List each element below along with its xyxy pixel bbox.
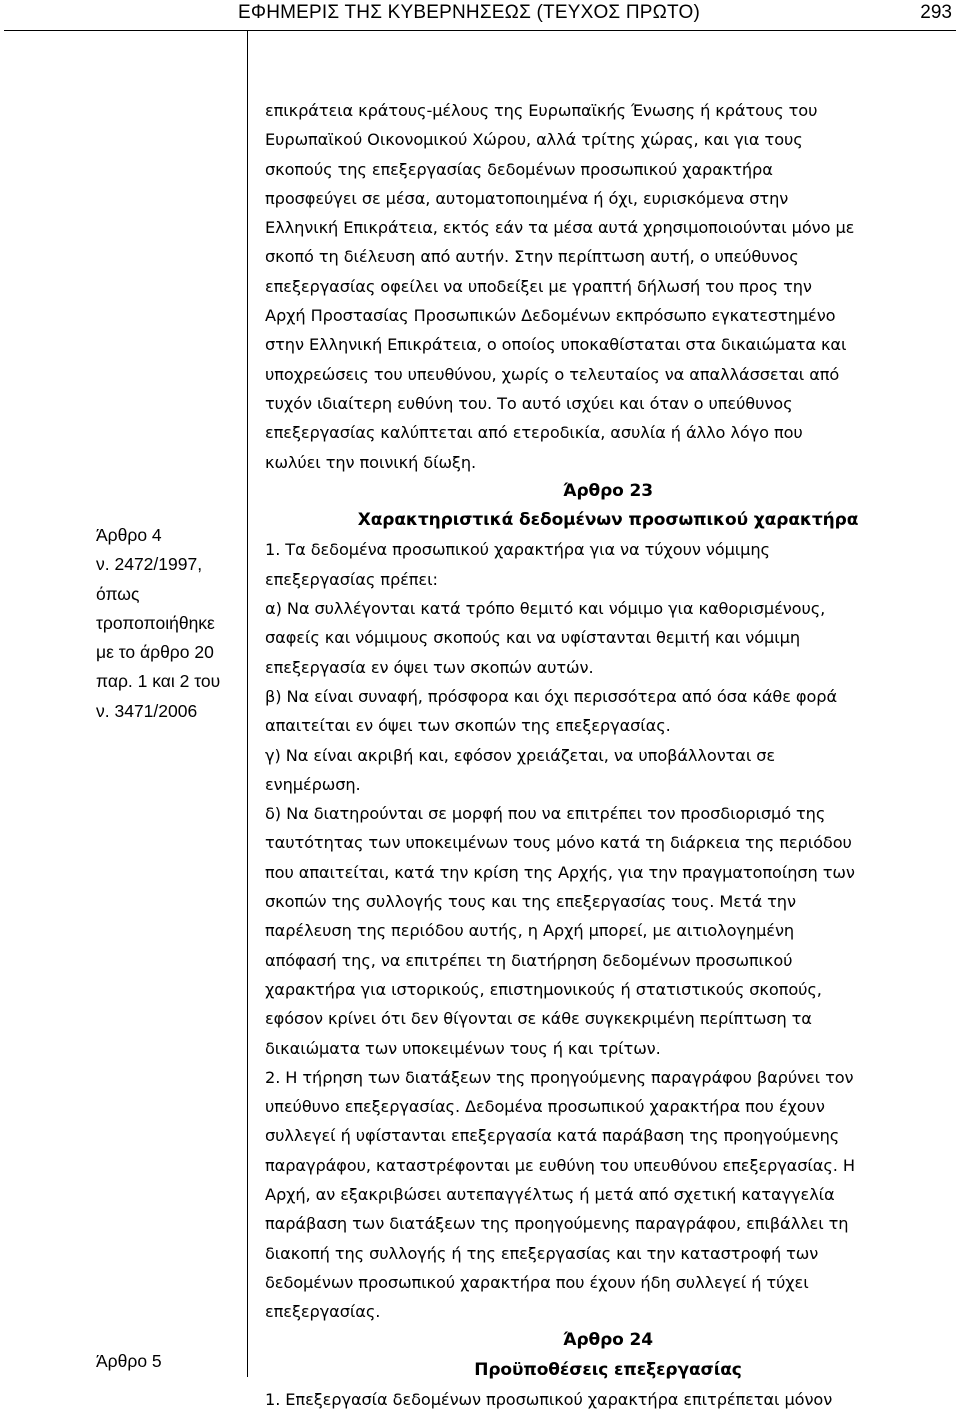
text-line: παρέλευση της περιόδου αυτής, η Αρχή μπορεί, με αιτιολογημένη — [265, 921, 795, 941]
text-line: δεδομένων προσωπικού χαρακτήρα που έχουν ήδη συλλεγεί ή τύχει — [265, 1272, 809, 1292]
column-divider — [247, 30, 248, 1377]
text-line: Ευρωπαϊκού Οικονομικού Χώρου, αλλά τρίτης χώρας, και για τους — [265, 130, 803, 150]
article-24 — [265, 1326, 951, 1414]
text-line: επεξεργασίας. — [265, 1302, 381, 1322]
text-line: επεξεργασίας καλύπτεται από ετεροδικία, ασυλία ή άλλο λόγο που — [265, 423, 803, 443]
text-line: σκοπών της συλλογής τους και της επεξεργασίας τους. Μετά την — [265, 892, 796, 912]
text-line: δικαιώματα των υποκειμένων τους ή και τρίτων. — [265, 1038, 661, 1058]
text-line: συλλεγεί ή υφίστανται επεξεργασία κατά παράβαση της προηγούμενης — [265, 1126, 840, 1146]
text-line: 1. Επεξεργασία δεδομένων προσωπικού χαρακτήρα επιτρέπεται μόνον — [265, 1390, 833, 1410]
header-divider — [4, 30, 956, 31]
text-line: β) Να είναι συναφή, πρόσφορα και όχι περισσότερα από όσα κάθε φορά — [265, 686, 838, 706]
text-line: σκοπό τη διέλευση από αυτήν. Στην περίπτωση αυτή, ο υπεύθυνος — [265, 247, 799, 267]
margin-note-line: ν. 3471/2006 — [96, 700, 198, 721]
text-line: διακοπή της συλλογής ή της επεξεργασίας και την καταστροφή των — [265, 1243, 819, 1263]
margin-note-line: Άρθρο 4 — [96, 525, 162, 545]
page-number: 293 — [920, 2, 952, 23]
text-line: προσφεύγει σε μέσα, αυτοματοποιημένα ή όχι, ευρισκόμενα στην — [265, 188, 789, 208]
text-line: επεξεργασίας οφείλει να υποδείξει με γραπτή δήλωσή του προς την — [265, 276, 812, 296]
text-line: στην Ελληνική Επικράτεια, ο οποίος υποκαθίσταται στα δικαιώματα και — [265, 335, 847, 355]
text-line: Αρχή, αν εξακριβώσει αυτεπαγγέλτως ή μετά από σχετική καταγγελία — [265, 1184, 835, 1204]
text-line: Ελληνική Επικράτεια, εκτός εάν τα μέσα αυτά χρησιμοποιούνται μόνο με — [265, 218, 855, 238]
text-line: δ) Να διατηρούνται σε μορφή που να επιτρέπει τον προσδιορισμό της — [265, 804, 826, 824]
margin-note-line: παρ. 1 και 2 του — [96, 671, 221, 692]
article-23 — [265, 477, 951, 1327]
article-24-heading: Άρθρο 24 — [562, 1330, 654, 1351]
text-line: κωλύει την ποινική δίωξη. — [265, 452, 477, 472]
margin-note-article-4 — [96, 521, 246, 726]
text-line: ενημέρωση. — [265, 774, 361, 794]
margin-note-line: τροποποιήθηκε — [96, 612, 215, 633]
main-text-column — [265, 96, 951, 1414]
text-line: σκοπούς της επεξεργασίας δεδομένων προσωπικού χαρακτήρα — [265, 159, 773, 179]
text-line: α) Να συλλέγονται κατά τρόπο θεμιτό και νόμιμο για καθορισμένους, — [265, 599, 826, 619]
text-line: παράβαση των διατάξεων της προηγούμενης παραγράφου, επιβάλλει τη — [265, 1214, 849, 1234]
article-24-title: Προϋποθέσεις επεξεργασίας — [474, 1359, 742, 1380]
intro-paragraph — [265, 96, 951, 477]
text-line: γ) Να είναι ακριβή και, εφόσον χρειάζεται, να υποβάλλονται σε — [265, 745, 776, 765]
text-line: απαιτείται εν όψει των σκοπών της επεξεργασίας. — [265, 716, 671, 736]
text-line: απόφασή της, να επιτρέπει τη διατήρηση δεδομένων προσωπικού — [265, 950, 793, 970]
text-line: υποχρεώσεις του υπευθύνου, χωρίς ο τελευταίος να απαλλάσσεται από — [265, 364, 840, 384]
margin-note-line: με το άρθρο 20 — [96, 642, 214, 663]
margin-note-article-5 — [96, 1347, 246, 1376]
text-line: 1. Τα δεδομένα προσωπικού χαρακτήρα για να τύχουν νόμιμης — [265, 540, 770, 560]
article-23-title: Χαρακτηριστικά δεδομένων προσωπικού χαρακτήρα — [357, 510, 859, 531]
page-header — [0, 0, 960, 32]
text-line: τυχόν ιδιαίτερη ευθύνη του. Το αυτό ισχύει και όταν ο υπεύθυνος — [265, 393, 793, 413]
text-line: παραγράφου, καταστρέφονται με ευθύνη του υπευθύνου επεξεργασίας. Η — [265, 1155, 855, 1175]
article-23-heading: Άρθρο 23 — [562, 480, 654, 501]
text-line: σαφείς και νόμιμους σκοπούς και να υφίστανται θεμιτή και νόμιμη — [265, 628, 800, 648]
text-line: χαρακτήρα για ιστορικούς, επιστημονικούς ή στατιστικούς σκοπούς, — [265, 979, 822, 999]
text-line: Αρχή Προστασίας Προσωπικών Δεδομένων εκπρόσωπο εγκατεστημένο — [265, 306, 836, 326]
text-line: επεξεργασίας πρέπει: — [265, 569, 438, 589]
margin-note-line: όπως — [96, 583, 140, 604]
text-line: ταυτότητας των υποκειμένων τους μόνο κατά τη διάρκεια της περιόδου — [265, 833, 852, 853]
text-line: εφόσον κρίνει ότι δεν θίγονται σε κάθε συγκεκριμένη περίπτωση τα — [265, 1009, 812, 1029]
text-line: επεξεργασία εν όψει των σκοπών αυτών. — [265, 657, 594, 677]
gazette-title: ΕΦΗΜΕΡΙΣ ΤΗΣ ΚΥΒΕΡΝΗΣΕΩΣ (ΤΕΥΧΟΣ ΠΡΩΤΟ) — [238, 2, 701, 23]
text-line: επικράτεια κράτους-μέλους της Ευρωπαϊκής Ένωσης ή κράτους του — [265, 101, 818, 120]
text-line: 2. Η τήρηση των διατάξεων της προηγούμενης παραγράφου βαρύνει τον — [265, 1067, 854, 1087]
margin-note-line: ν. 2472/1997, — [96, 554, 203, 575]
text-line: που απαιτείται, κατά την κρίση της Αρχής, για την πραγματοποίηση των — [265, 862, 855, 882]
margin-note-line: Άρθρο 5 — [96, 1351, 162, 1371]
text-line: υπεύθυνο επεξεργασίας. Δεδομένα προσωπικού χαρακτήρα που έχουν — [265, 1097, 825, 1117]
